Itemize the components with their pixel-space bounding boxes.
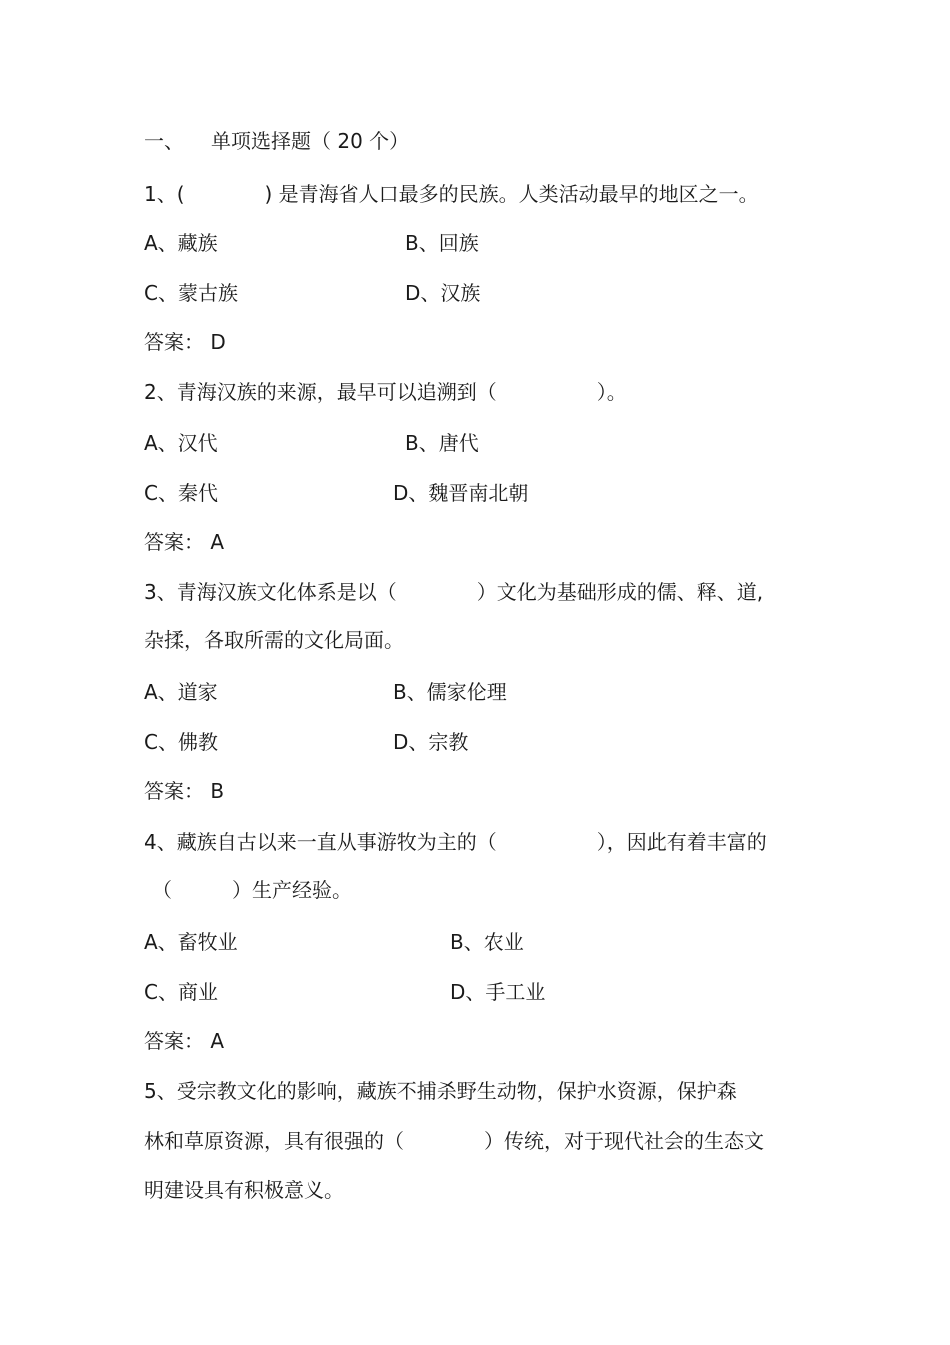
option-c: C、秦代 <box>144 481 218 505</box>
question-stem-line-2: 林和草原资源，具有很强的（ ）传统，对于现代社会的生态文 <box>144 1129 764 1153</box>
answer: 答案： D <box>144 330 226 354</box>
option-b: B、唐代 <box>405 431 479 455</box>
question-stem-line-1: 5、受宗教文化的影响，藏族不捕杀野生动物，保护水资源，保护森 <box>144 1079 737 1103</box>
question-stem-line-2: （ ）生产经验。 <box>152 878 352 902</box>
question-stem-line-3: 明建设具有积极意义。 <box>144 1178 344 1202</box>
option-a: A、畜牧业 <box>144 930 238 954</box>
question-stem-line-1: 4、藏族自古以来一直从事游牧为主的（ ），因此有着丰富的 <box>144 830 767 854</box>
option-d: D、手工业 <box>450 980 546 1004</box>
question-stem: 2、青海汉族的来源，最早可以追溯到（ ）。 <box>144 380 627 404</box>
option-b: B、回族 <box>405 231 479 255</box>
option-a: A、藏族 <box>144 231 218 255</box>
option-c: C、蒙古族 <box>144 281 238 305</box>
question-stem-line-2: 杂揉，各取所需的文化局面。 <box>144 628 404 652</box>
section-number: 一、 <box>144 129 184 153</box>
option-b: B、农业 <box>450 930 524 954</box>
question-stem: 1、( ) 是青海省人口最多的民族。人类活动最早的地区之一。 <box>144 182 759 206</box>
section-title: 单项选择题（ 20 个） <box>211 129 410 153</box>
option-a: A、汉代 <box>144 431 218 455</box>
option-d: D、宗教 <box>393 730 469 754</box>
option-c: C、商业 <box>144 980 218 1004</box>
question-stem-line-1: 3、青海汉族文化体系是以（ ）文化为基础形成的儒、释、道, <box>144 580 764 604</box>
option-c: C、佛教 <box>144 730 218 754</box>
answer: 答案： B <box>144 779 225 803</box>
answer: 答案： A <box>144 1029 225 1053</box>
option-a: A、道家 <box>144 680 218 704</box>
option-d: D、汉族 <box>405 281 481 305</box>
answer: 答案： A <box>144 530 225 554</box>
option-d: D、魏晋南北朝 <box>393 481 529 505</box>
option-b: B、儒家伦理 <box>393 680 507 704</box>
